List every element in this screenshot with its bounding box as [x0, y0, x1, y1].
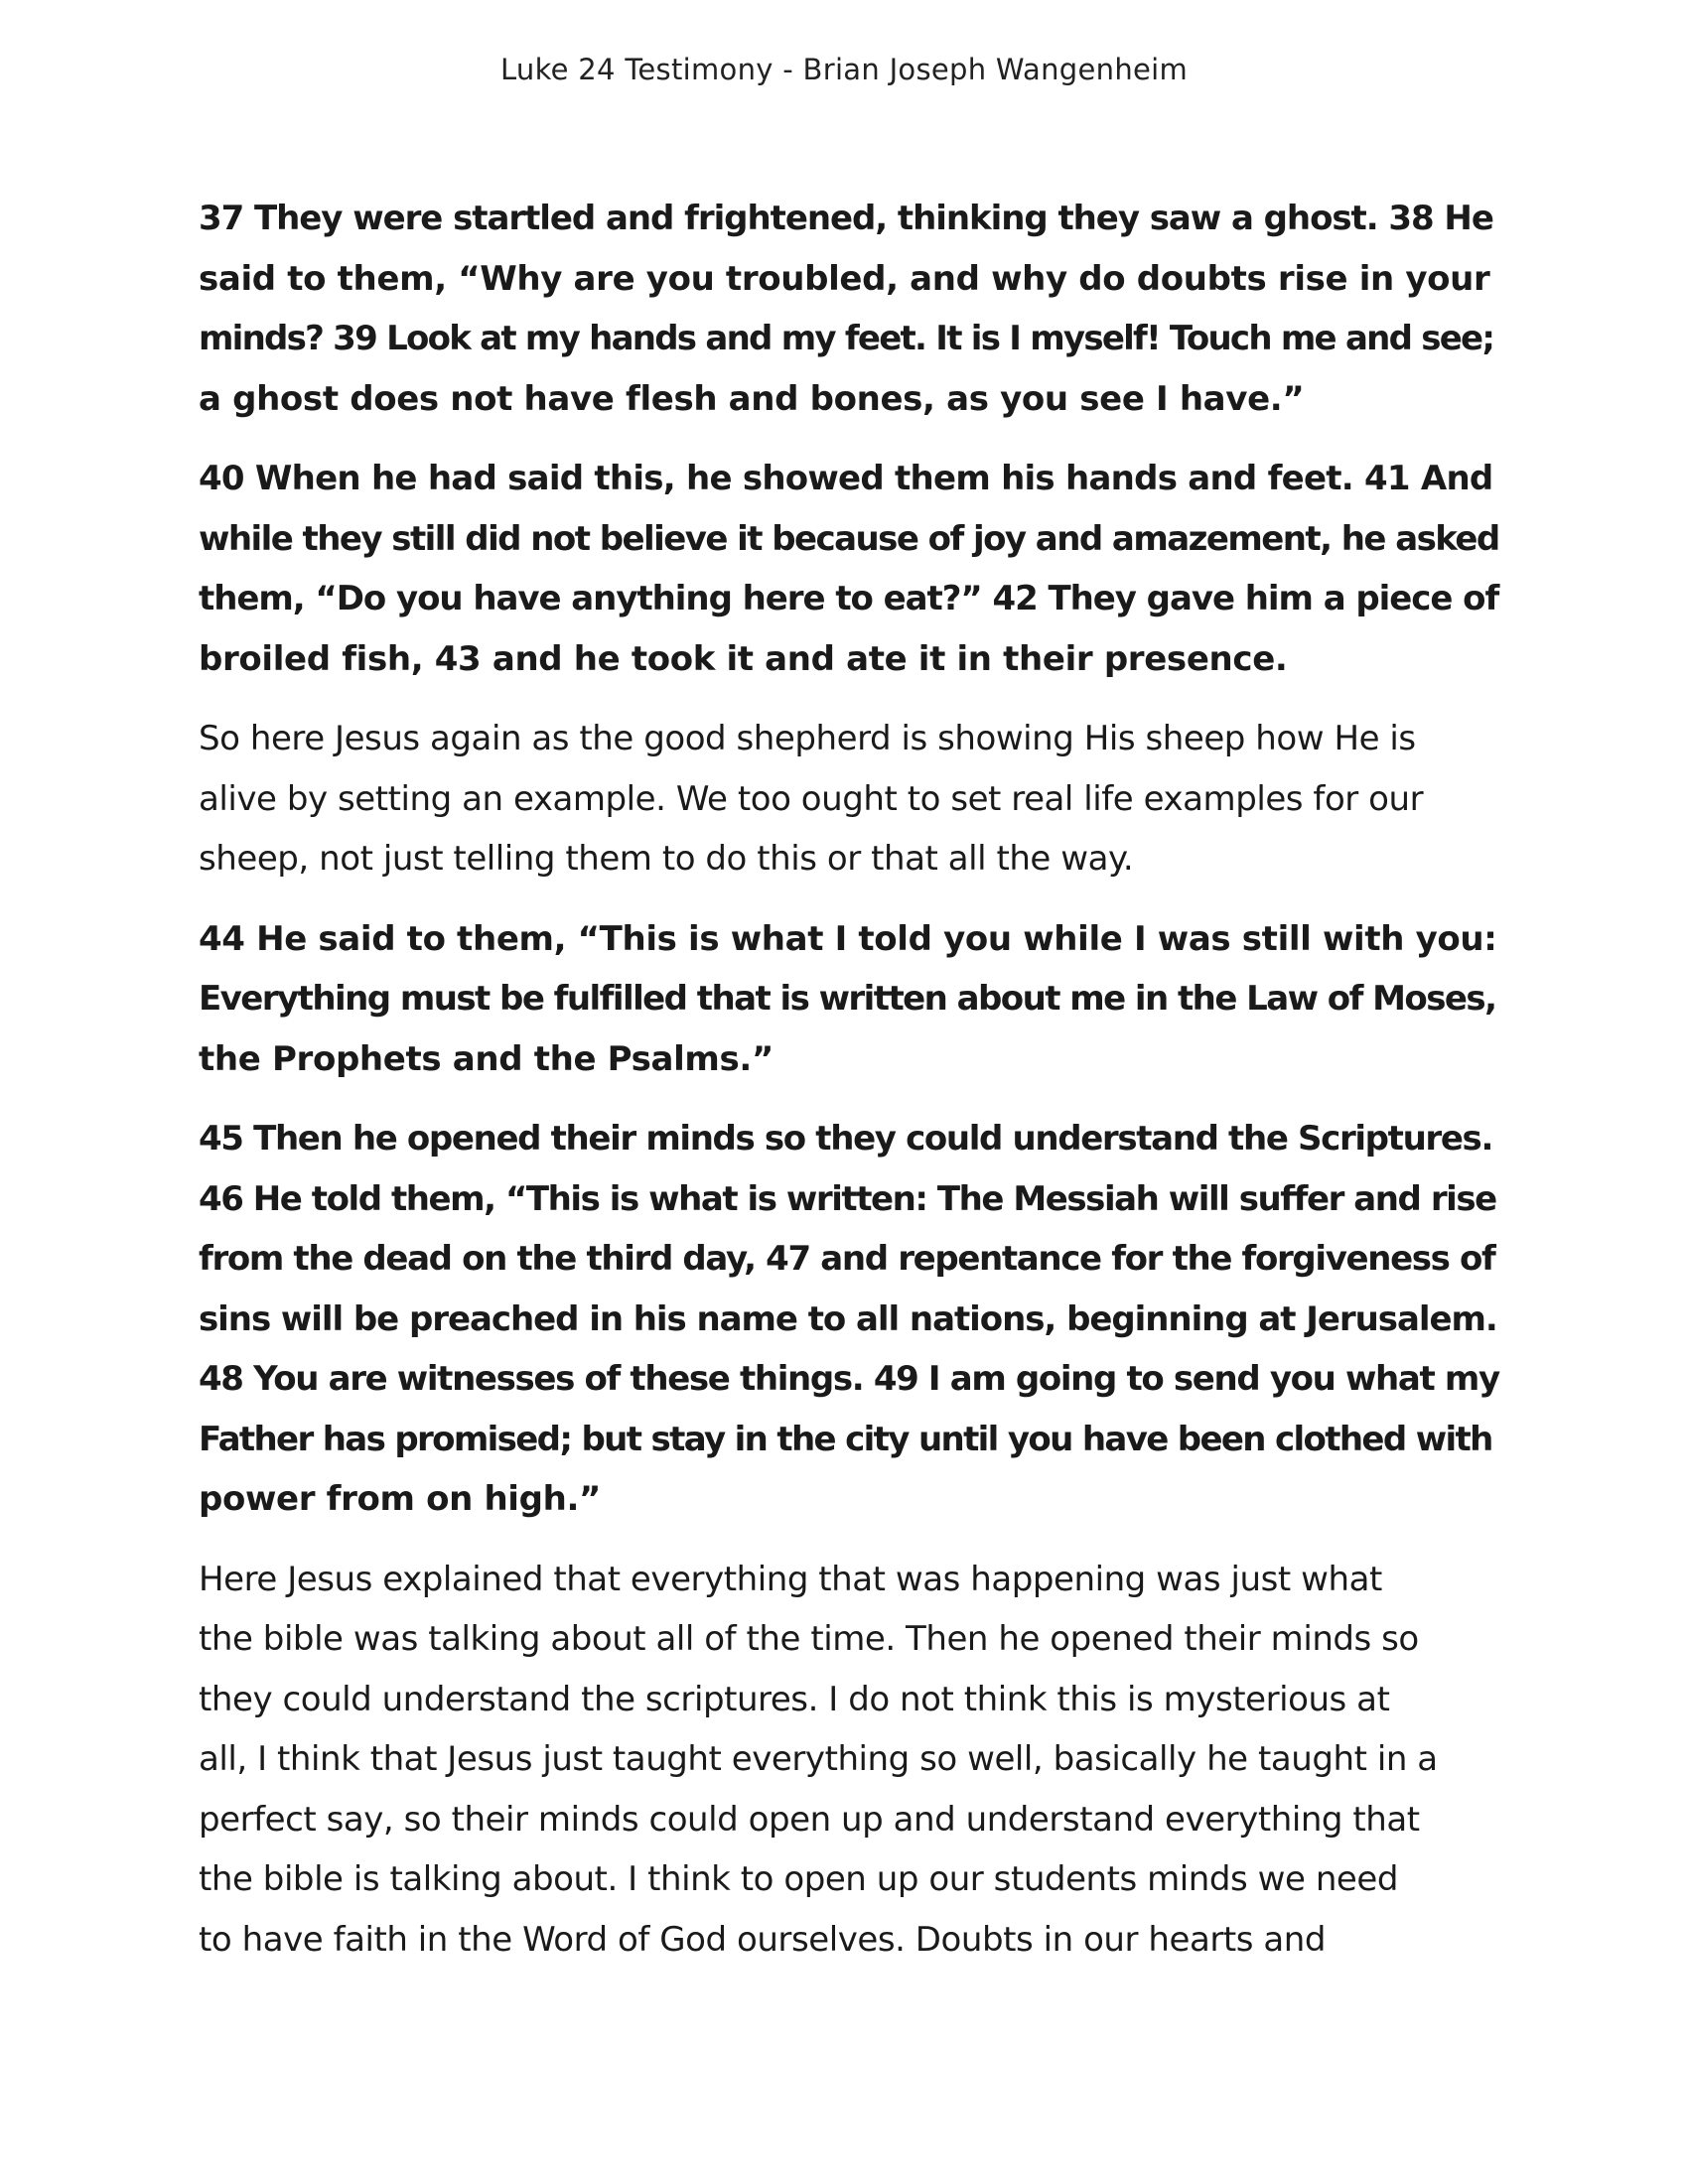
- text-line: them, “Do you have anything here to eat?” 42 They gave him a piece of: [199, 579, 1499, 618]
- scripture-passage-44: [199, 909, 1499, 1090]
- text-line: Here Jesus explained that everything that was happening was just what: [199, 1559, 1382, 1599]
- text-line: while they still did not believe it because of joy and amazement, he asked: [199, 518, 1499, 559]
- text-line: minds? 39 Look at my hands and my feet. It is I myself! Touch me and see;: [199, 319, 1494, 358]
- text-line: Father has promised; but stay in the city until you have been clothed with: [199, 1419, 1492, 1459]
- text-line: broiled fish, 43 and he took it and ate it in their presence.: [199, 638, 1288, 679]
- text-line: 40 When he had said this, he showed them his hands and feet. 41 And: [199, 459, 1493, 498]
- scripture-passage-37-39: [199, 189, 1499, 429]
- commentary-good-shepherd: [199, 709, 1499, 889]
- text-line: 48 You are witnesses of these things. 49 I am going to send you what my: [199, 1359, 1499, 1399]
- text-line: all, I think that Jesus just taught everything so well, basically he taught in a: [199, 1739, 1438, 1779]
- text-line: the bible is talking about. I think to open up our students minds we need: [199, 1859, 1399, 1899]
- text-line: from the dead on the third day, 47 and repentance for the forgiveness of: [199, 1239, 1495, 1279]
- document-body: [199, 189, 1499, 1989]
- document-title: Luke 24 Testimony - Brian Joseph Wangenheim: [499, 53, 1189, 86]
- text-line: perfect say, so their minds could open up and understand everything that: [199, 1799, 1420, 1840]
- scripture-passage-45-49: [199, 1109, 1499, 1530]
- text-line: 45 Then he opened their minds so they could understand the Scriptures.: [199, 1119, 1493, 1159]
- text-line: the bible was talking about all of the time. Then he opened their minds so: [199, 1619, 1419, 1659]
- text-line: the Prophets and the Psalms.”: [199, 1038, 774, 1079]
- text-line: said to them, “Why are you troubled, and why do doubts rise in your: [199, 258, 1490, 299]
- text-line: 44 He said to them, “This is what I told you while I was still with you:: [199, 918, 1497, 959]
- text-line: Everything must be fulfilled that is written about me in the Law of Moses,: [199, 979, 1496, 1019]
- text-line: So here Jesus again as the good shepherd is showing His sheep how He is: [199, 719, 1416, 758]
- commentary-opened-minds: [199, 1550, 1499, 1971]
- text-line: a ghost does not have flesh and bones, as you see I have.”: [199, 378, 1305, 419]
- text-line: sheep, not just telling them to do this or that all the way.: [199, 839, 1134, 879]
- text-line: to have faith in the Word of God ourselves. Doubts in our hearts and: [199, 1919, 1327, 1960]
- page-header: [0, 50, 1688, 89]
- text-line: power from on high.”: [199, 1479, 602, 1519]
- text-line: alive by setting an example. We too ought to set real life examples for our: [199, 778, 1424, 819]
- text-line: 37 They were startled and frightened, thinking they saw a ghost. 38 He: [199, 199, 1493, 238]
- text-line: 46 He told them, “This is what is written: The Messiah will suffer and rise: [199, 1178, 1496, 1219]
- text-line: they could understand the scriptures. I do not think this is mysterious at: [199, 1679, 1390, 1719]
- text-line: sins will be preached in his name to all nations, beginning at Jerusalem.: [199, 1298, 1497, 1339]
- scripture-passage-40-43: [199, 449, 1499, 689]
